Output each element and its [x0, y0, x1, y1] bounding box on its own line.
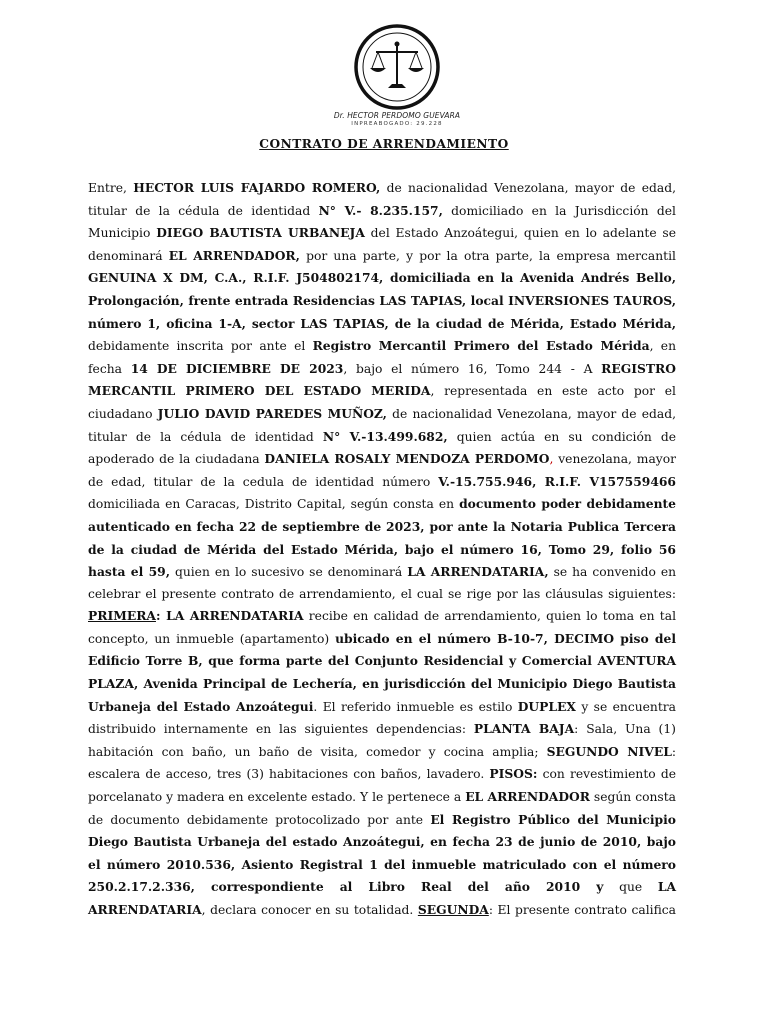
- text-segment: DANIELA ROSALY MENDOZA PERDOMO: [264, 451, 550, 467]
- text-segment: REGISTRO MERCANTIL PRIMERO DEL ESTADO MERIDA: [88, 360, 676, 399]
- text-segment: quien actúa en su condición de apoderado de la ciudadana: [88, 429, 676, 467]
- text-segment: domiciliada en Caracas, Distrito Capital, según consta en: [88, 497, 460, 512]
- text-segment: : Sala, Una (1) habitación con baño, un baño de visita, comedor y cocina amplia;: [88, 722, 676, 759]
- contract-body: [88, 177, 676, 922]
- text-segment: LA ARRENDATARIA: [88, 879, 676, 917]
- text-segment: debidamente inscrita por ante el: [88, 339, 313, 354]
- text-segment: : LA ARRENDATARIA: [155, 608, 304, 624]
- text-segment: Registro Mercantil Primero del Estado Mérida: [312, 338, 650, 354]
- text-segment: DIEGO BAUTISTA URBANEJA: [156, 225, 365, 241]
- text-segment: del Estado Anzoátegui, quien en lo adelante se denominará: [88, 226, 677, 263]
- logo-registration: INPREABOGADO: 29.228: [351, 121, 443, 127]
- text-segment: . El referido inmueble es estilo: [313, 699, 518, 714]
- text-segment: quien en lo sucesivo se denominará: [170, 565, 408, 580]
- text-segment: documento poder debidamente autenticado en fecha 22 de septiembre de 2023, por ante la Notaria Publica Tercera de la ciudad de Mérida del Estado Mérida, bajo el número 16, Tomo 29, folio 56 hasta el 59,: [88, 496, 677, 580]
- logo-name: Dr. HECTOR PERDOMO GUEVARA: [333, 111, 461, 120]
- text-segment: de nacionalidad Venezolana, mayor de edad, titular de la cédula de identidad: [88, 181, 677, 218]
- text-segment: JULIO DAVID PAREDES MUÑOZ,: [157, 405, 387, 421]
- text-segment: que: [603, 880, 658, 895]
- text-segment: de nacionalidad Venezolana, mayor de edad, titular de la cédula de identidad: [88, 406, 676, 444]
- text-segment: GENUINA X DM, C.A., R.I.F. J504802174, domiciliada en la Avenida Andrés Bello, Prolongación, frente entrada Residencias LAS TAPIAS, local INVERSIONES TAUROS, número 1, oficina 1-A, sector LAS TAPIAS, de la ciudad de Mérida, Estado Mérida,: [88, 270, 676, 331]
- text-segment: N° V.-13.499.682,: [322, 428, 448, 444]
- text-segment: venezolana, mayor de edad, titular de la cedula de identidad número: [88, 452, 677, 489]
- text-segment: según consta de documento debidamente protocolizado por ante: [88, 790, 676, 827]
- text-segment: EL ARRENDADOR,: [168, 247, 300, 263]
- law-office-logo: [332, 24, 462, 134]
- text-segment: , en fecha: [88, 339, 676, 376]
- text-segment: PLANTA BAJA: [473, 721, 575, 737]
- text-segment: Entre,: [88, 181, 134, 195]
- text-segment: y se encuentra distribuido internamente en las siguientes dependencias:: [88, 699, 676, 737]
- text-segment: N° V.- 8.235.157,: [318, 202, 443, 218]
- text-segment: con revestimiento de porcelanato y madera en excelente estado. Y le pertenece a: [88, 767, 676, 805]
- text-segment: : escalera de acceso, tres (3) habitaciones con baños, lavadero.: [88, 744, 676, 782]
- text-segment: recibe en calidad de arrendamiento, quien lo toma en tal concepto, un inmueble (apartamento): [88, 609, 676, 646]
- document-title: CONTRATO DE ARRENDAMIENTO: [259, 137, 509, 151]
- text-segment: , representada en este acto por el ciudadano: [88, 384, 676, 421]
- text-segment: 14 DE DICIEMBRE DE 2023: [130, 360, 344, 376]
- scales-of-justice-icon: [354, 24, 440, 110]
- text-segment: V.-15.755.946, R.I.F. V157559466: [438, 473, 676, 489]
- text-segment: por una parte, y por la otra parte, la empresa mercantil: [299, 248, 676, 263]
- text-segment: ubicado en el número B-10-7, DECIMO piso del Edificio Torre B, que forma parte del Conjunto Residencial y Comercial AVENTURA PLAZA, Avenida Principal de Lechería, en jurisdicción del Municipio Diego Bautista Urbaneja del Estado Anzoátegui: [88, 630, 676, 714]
- text-segment: , bajo el número 16, Tomo 244 - A: [343, 361, 602, 376]
- text-segment: se ha convenido en celebrar el presente contrato de arrendamiento, el cual se rige por las cláusulas siguientes:: [88, 565, 677, 601]
- text-segment: DUPLEX: [517, 698, 576, 714]
- text-segment: SEGUNDO NIVEL: [546, 743, 672, 759]
- text-segment: domiciliado en la Jurisdicción del Municipio: [88, 203, 676, 241]
- text-segment: SEGUNDA: [417, 902, 489, 917]
- text-segment: : El presente contrato califica: [488, 903, 676, 917]
- text-segment: PISOS:: [489, 766, 538, 782]
- text-segment: LA ARRENDATARIA,: [407, 564, 549, 580]
- text-segment: ,: [549, 452, 554, 467]
- text-segment: PRIMERA: [88, 608, 156, 624]
- text-segment: , declara conocer en su totalidad.: [201, 903, 418, 917]
- text-segment: El Registro Público del Municipio Diego Bautista Urbaneja del estado Anzoátegui, en fecha 23 de junio de 2010, bajo el número 2010.536, Asiento Registral 1 del inmueble matriculado con el número 250.2.17.2.336, correspondiente al Libro Real del año 2010 y: [88, 811, 676, 895]
- text-segment: EL ARRENDADOR: [465, 789, 590, 805]
- text-segment: HECTOR LUIS FAJARDO ROMERO,: [133, 180, 381, 195]
